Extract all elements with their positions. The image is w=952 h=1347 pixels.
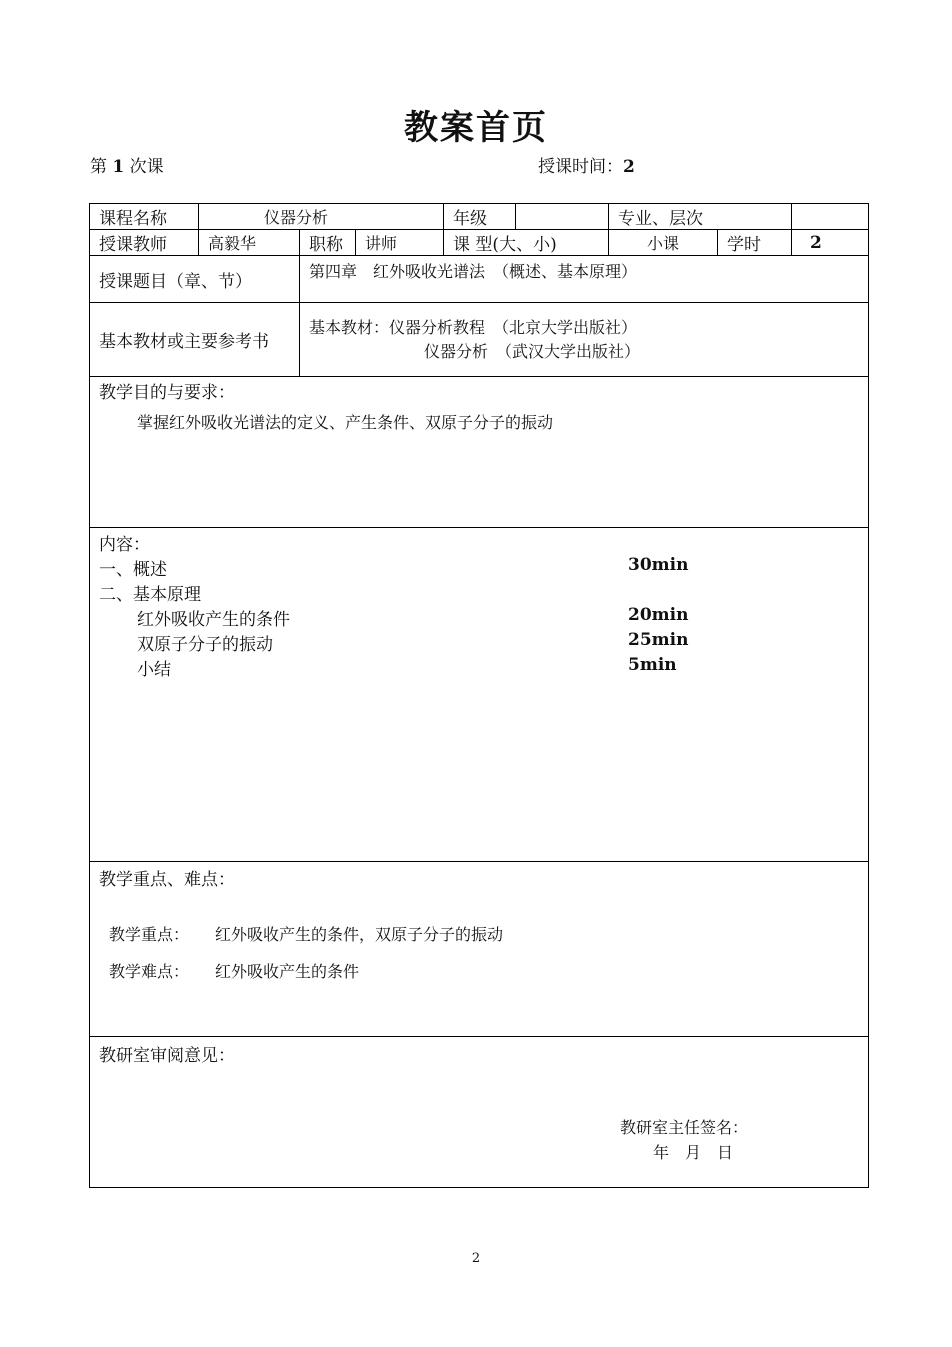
teacher-label: 授课教师 — [90, 230, 199, 256]
keypoints-cell — [90, 862, 869, 1037]
difficult-point-label: 教学难点： — [109, 962, 190, 981]
course-name-value: 仪器分析 — [199, 204, 444, 230]
teaching-time — [538, 152, 635, 177]
textbook-line-1: 基本教材：仪器分析教程 （北京大学出版社） — [309, 318, 638, 337]
content-item-3: 红外吸收产生的条件 — [137, 610, 290, 630]
hours-label: 学时 — [718, 230, 792, 256]
course-name-label: 课程名称 — [90, 204, 199, 230]
content-time-5: 5min — [628, 655, 677, 675]
keypoints-label: 教学重点、难点： — [99, 870, 235, 890]
content-item-1: 一、概述 — [99, 560, 167, 580]
key-point-text: 红外吸收产生的条件，双原子分子的振动 — [215, 925, 504, 944]
content-cell — [90, 528, 869, 862]
lesson-plan-table — [89, 203, 869, 1188]
session-suffix: 次课 — [129, 157, 164, 177]
content-item-4: 双原子分子的振动 — [137, 635, 273, 655]
session-prefix: 第 — [90, 157, 107, 177]
teacher-value: 高毅华 — [199, 230, 300, 256]
textbook-label: 基本教材或主要参考书 — [90, 303, 300, 377]
row-keypoints — [90, 862, 869, 1037]
content-time-3: 20min — [628, 605, 689, 625]
row-topic — [90, 256, 869, 303]
content-item-5: 小结 — [137, 660, 171, 680]
teaching-time-label: 授课时间： — [538, 157, 623, 177]
row-objectives — [90, 377, 869, 528]
title-label: 职称 — [300, 230, 356, 256]
review-label: 教研室审阅意见： — [99, 1046, 235, 1066]
review-cell — [90, 1037, 869, 1188]
session-info — [90, 152, 164, 177]
teaching-time-value: 2 — [623, 157, 635, 177]
row-textbook — [90, 303, 869, 377]
class-type-label: 课 型(大、小) — [444, 230, 609, 256]
major-value — [792, 204, 869, 230]
major-label: 专业、层次 — [609, 204, 792, 230]
row-review — [90, 1037, 869, 1188]
difficult-point-text: 红外吸收产生的条件 — [215, 962, 360, 981]
row-teacher — [90, 230, 869, 256]
content-time-1: 30min — [628, 555, 689, 575]
page-number: 2 — [471, 1251, 481, 1266]
key-point-label: 教学重点： — [109, 925, 190, 944]
objectives-text: 掌握红外吸收光谱法的定义、产生条件、双原子分子的振动 — [137, 413, 554, 432]
grade-value — [516, 204, 609, 230]
title-value: 讲师 — [356, 230, 444, 256]
topic-value: 第四章 红外吸收光谱法 （概述、基本原理） — [300, 256, 869, 303]
page-title: 教案首页 — [404, 108, 548, 148]
textbook-line-2: 仪器分析 （武汉大学出版社） — [424, 342, 641, 361]
signature-label: 教研室主任签名： — [620, 1118, 749, 1137]
objectives-cell — [90, 377, 869, 528]
content-time-4: 25min — [628, 630, 689, 650]
objectives-label: 教学目的与要求： — [99, 383, 235, 403]
row-content — [90, 528, 869, 862]
class-type-value: 小课 — [609, 230, 718, 256]
content-label: 内容： — [99, 535, 150, 555]
grade-label: 年级 — [444, 204, 516, 230]
content-item-2: 二、基本原理 — [99, 585, 201, 605]
topic-label: 授课题目（章、节） — [90, 256, 300, 303]
date-line: 年 月 日 — [653, 1143, 734, 1162]
row-course — [90, 204, 869, 230]
session-number: 1 — [112, 157, 125, 177]
textbook-cell — [300, 303, 869, 377]
hours-value: 2 — [792, 230, 869, 256]
